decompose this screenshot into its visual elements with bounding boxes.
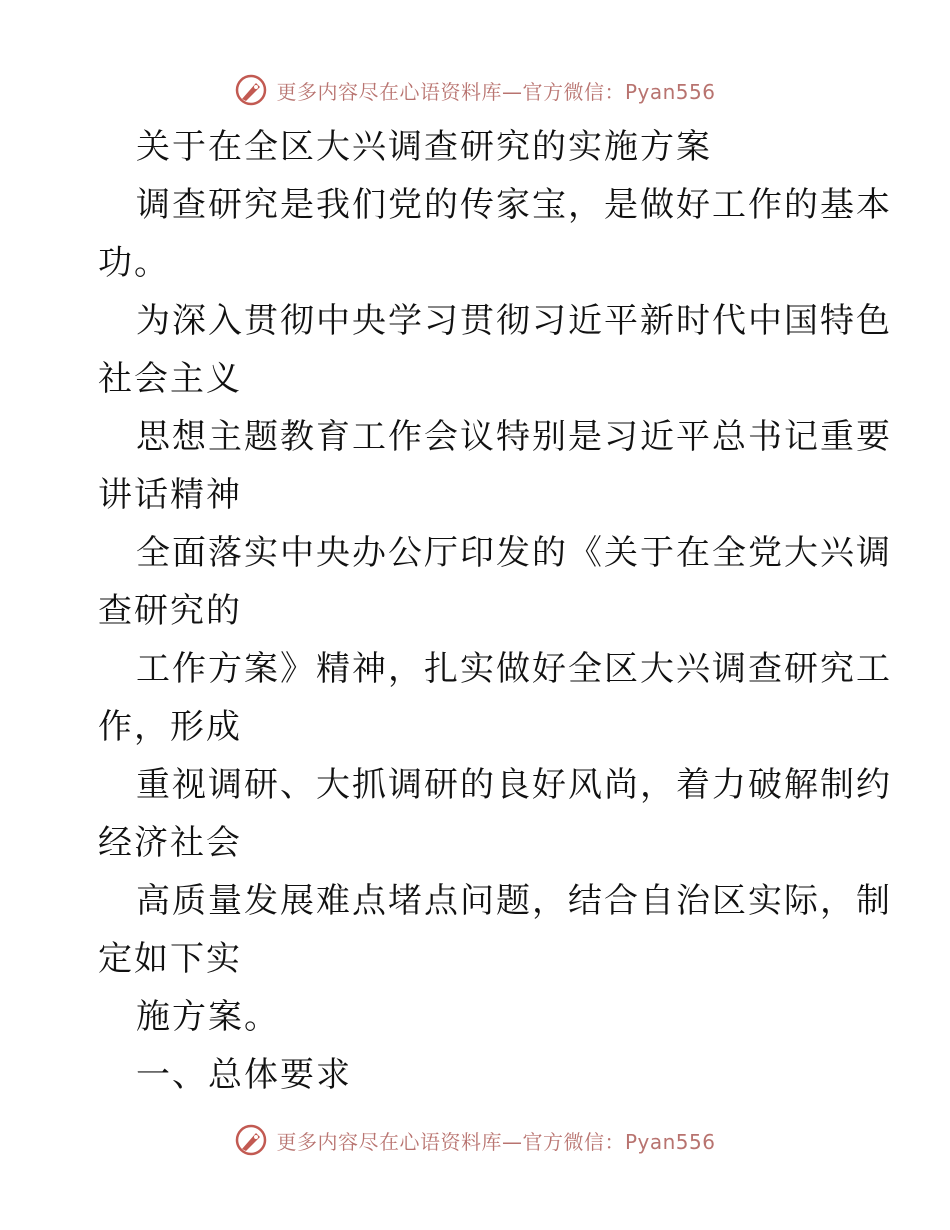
paragraph-line: 功。 bbox=[98, 243, 170, 283]
paragraph-line: 作，形成 bbox=[98, 707, 242, 747]
paragraph-line: 经济社会 bbox=[98, 823, 242, 863]
paragraph-line: 工作方案》精神，扎实做好全区大兴调查研究工 bbox=[136, 649, 892, 689]
footer-watermark-text: 更多内容尽在心语资料库—官方微信：Pyan556 bbox=[276, 1129, 716, 1154]
paragraph-line: 讲话精神 bbox=[98, 475, 242, 515]
pen-nib-logo-icon bbox=[234, 1123, 268, 1157]
paragraph-line: 调查研究是我们党的传家宝，是做好工作的基本 bbox=[136, 185, 892, 225]
section-heading: 一、总体要求 bbox=[136, 1055, 352, 1095]
paragraph-line: 思想主题教育工作会议特别是习近平总书记重要 bbox=[136, 417, 892, 457]
paragraph-line: 全面落实中央办公厅印发的《关于在全党大兴调 bbox=[136, 533, 892, 573]
footer-watermark-banner bbox=[0, 1120, 950, 1160]
paragraph-line: 高质量发展难点堵点问题，结合自治区实际，制 bbox=[136, 881, 892, 921]
header-watermark-banner bbox=[0, 70, 950, 110]
paragraph-line: 施方案。 bbox=[136, 997, 280, 1037]
document-body bbox=[98, 118, 892, 1104]
pen-nib-logo-icon bbox=[234, 73, 268, 107]
header-watermark-text: 更多内容尽在心语资料库—官方微信：Pyan556 bbox=[276, 79, 716, 104]
document-title: 关于在全区大兴调查研究的实施方案 bbox=[136, 127, 712, 167]
paragraph-line: 查研究的 bbox=[98, 591, 242, 631]
paragraph-line: 社会主义 bbox=[98, 359, 242, 399]
paragraph-line: 为深入贯彻中央学习贯彻习近平新时代中国特色 bbox=[136, 301, 892, 341]
paragraph-line: 定如下实 bbox=[98, 939, 242, 979]
paragraph-line: 重视调研、大抓调研的良好风尚，着力破解制约 bbox=[136, 765, 892, 805]
